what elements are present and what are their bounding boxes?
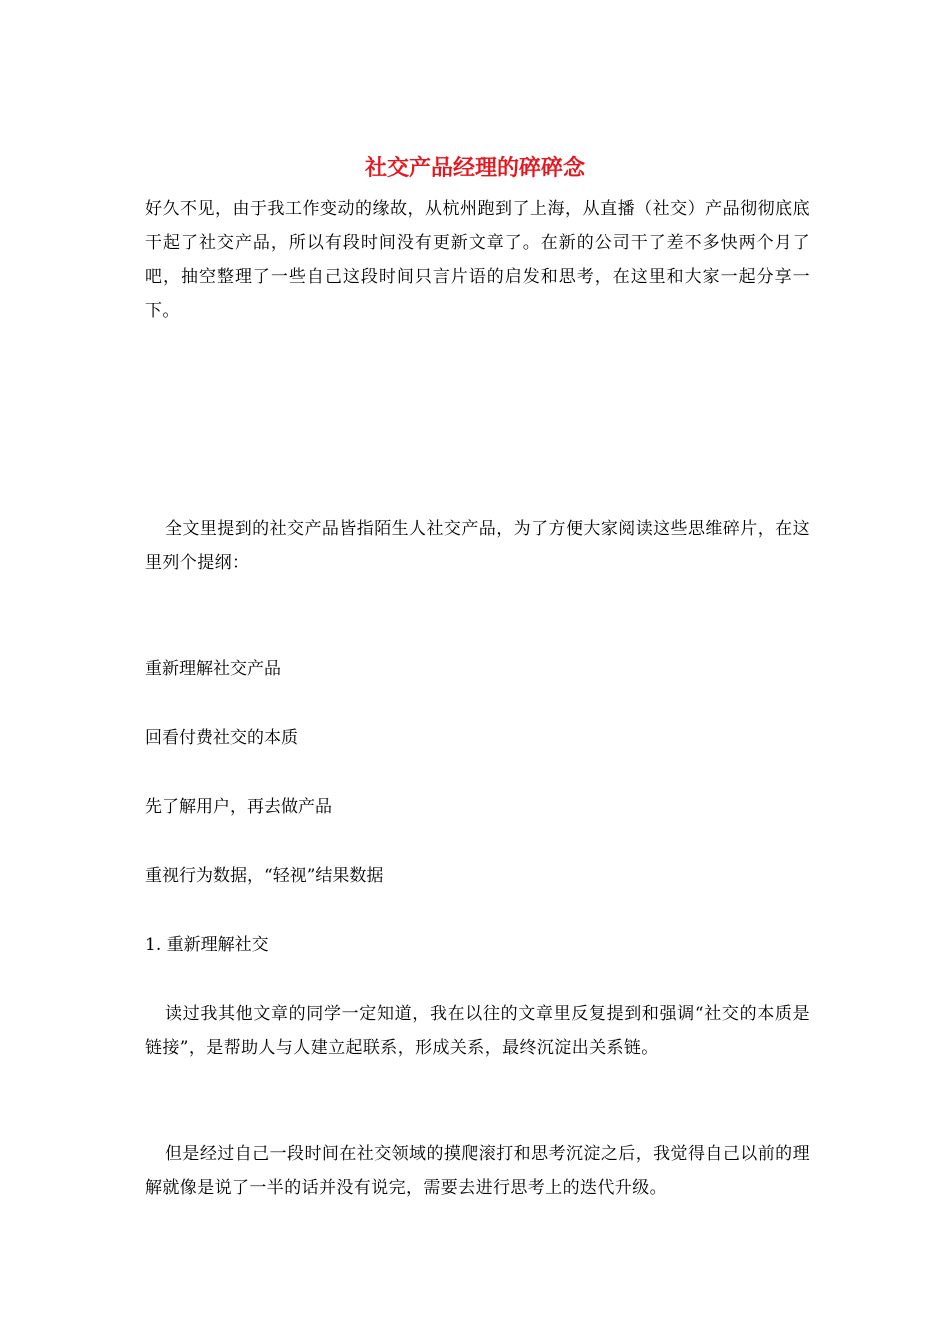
section1-paragraph-2: 但是经过自己一段时间在社交领域的摸爬滚打和思考沉淀之后，我觉得自己以前的理解就像是说了一半的话并没有说完，需要去进行思考上的迭代升级。 [145, 1144, 810, 1198]
outline-item: 重新理解社交产品 [145, 659, 281, 679]
outline-item: 先了解用户，再去做产品 [145, 797, 332, 817]
section-heading: 1. 重新理解社交 [145, 935, 269, 955]
document-title: 社交产品经理的碎碎念 [364, 155, 585, 181]
outline-intro-paragraph: 全文里提到的社交产品皆指陌生人社交产品，为了方便大家阅读这些思维碎片，在这里列个提纲： [145, 519, 810, 573]
intro-paragraph: 好久不见，由于我工作变动的缘故，从杭州跑到了上海，从直播（社交）产品彻彻底底干起了社交产品，所以有段时间没有更新文章了。在新的公司干了差不多快两个月了吧，抽空整理了一些自己这段时间只言片语的启发和思考，在这里和大家一起分享一下。 [145, 199, 810, 321]
outline-item: 回看付费社交的本质 [145, 728, 298, 748]
outline-item: 重视行为数据，“轻视”结果数据 [145, 866, 384, 886]
section1-paragraph-1: 读过我其他文章的同学一定知道，我在以往的文章里反复提到和强调“社交的本质是链接”，是帮助人与人建立起联系，形成关系，最终沉淀出关系链。 [145, 1004, 810, 1058]
